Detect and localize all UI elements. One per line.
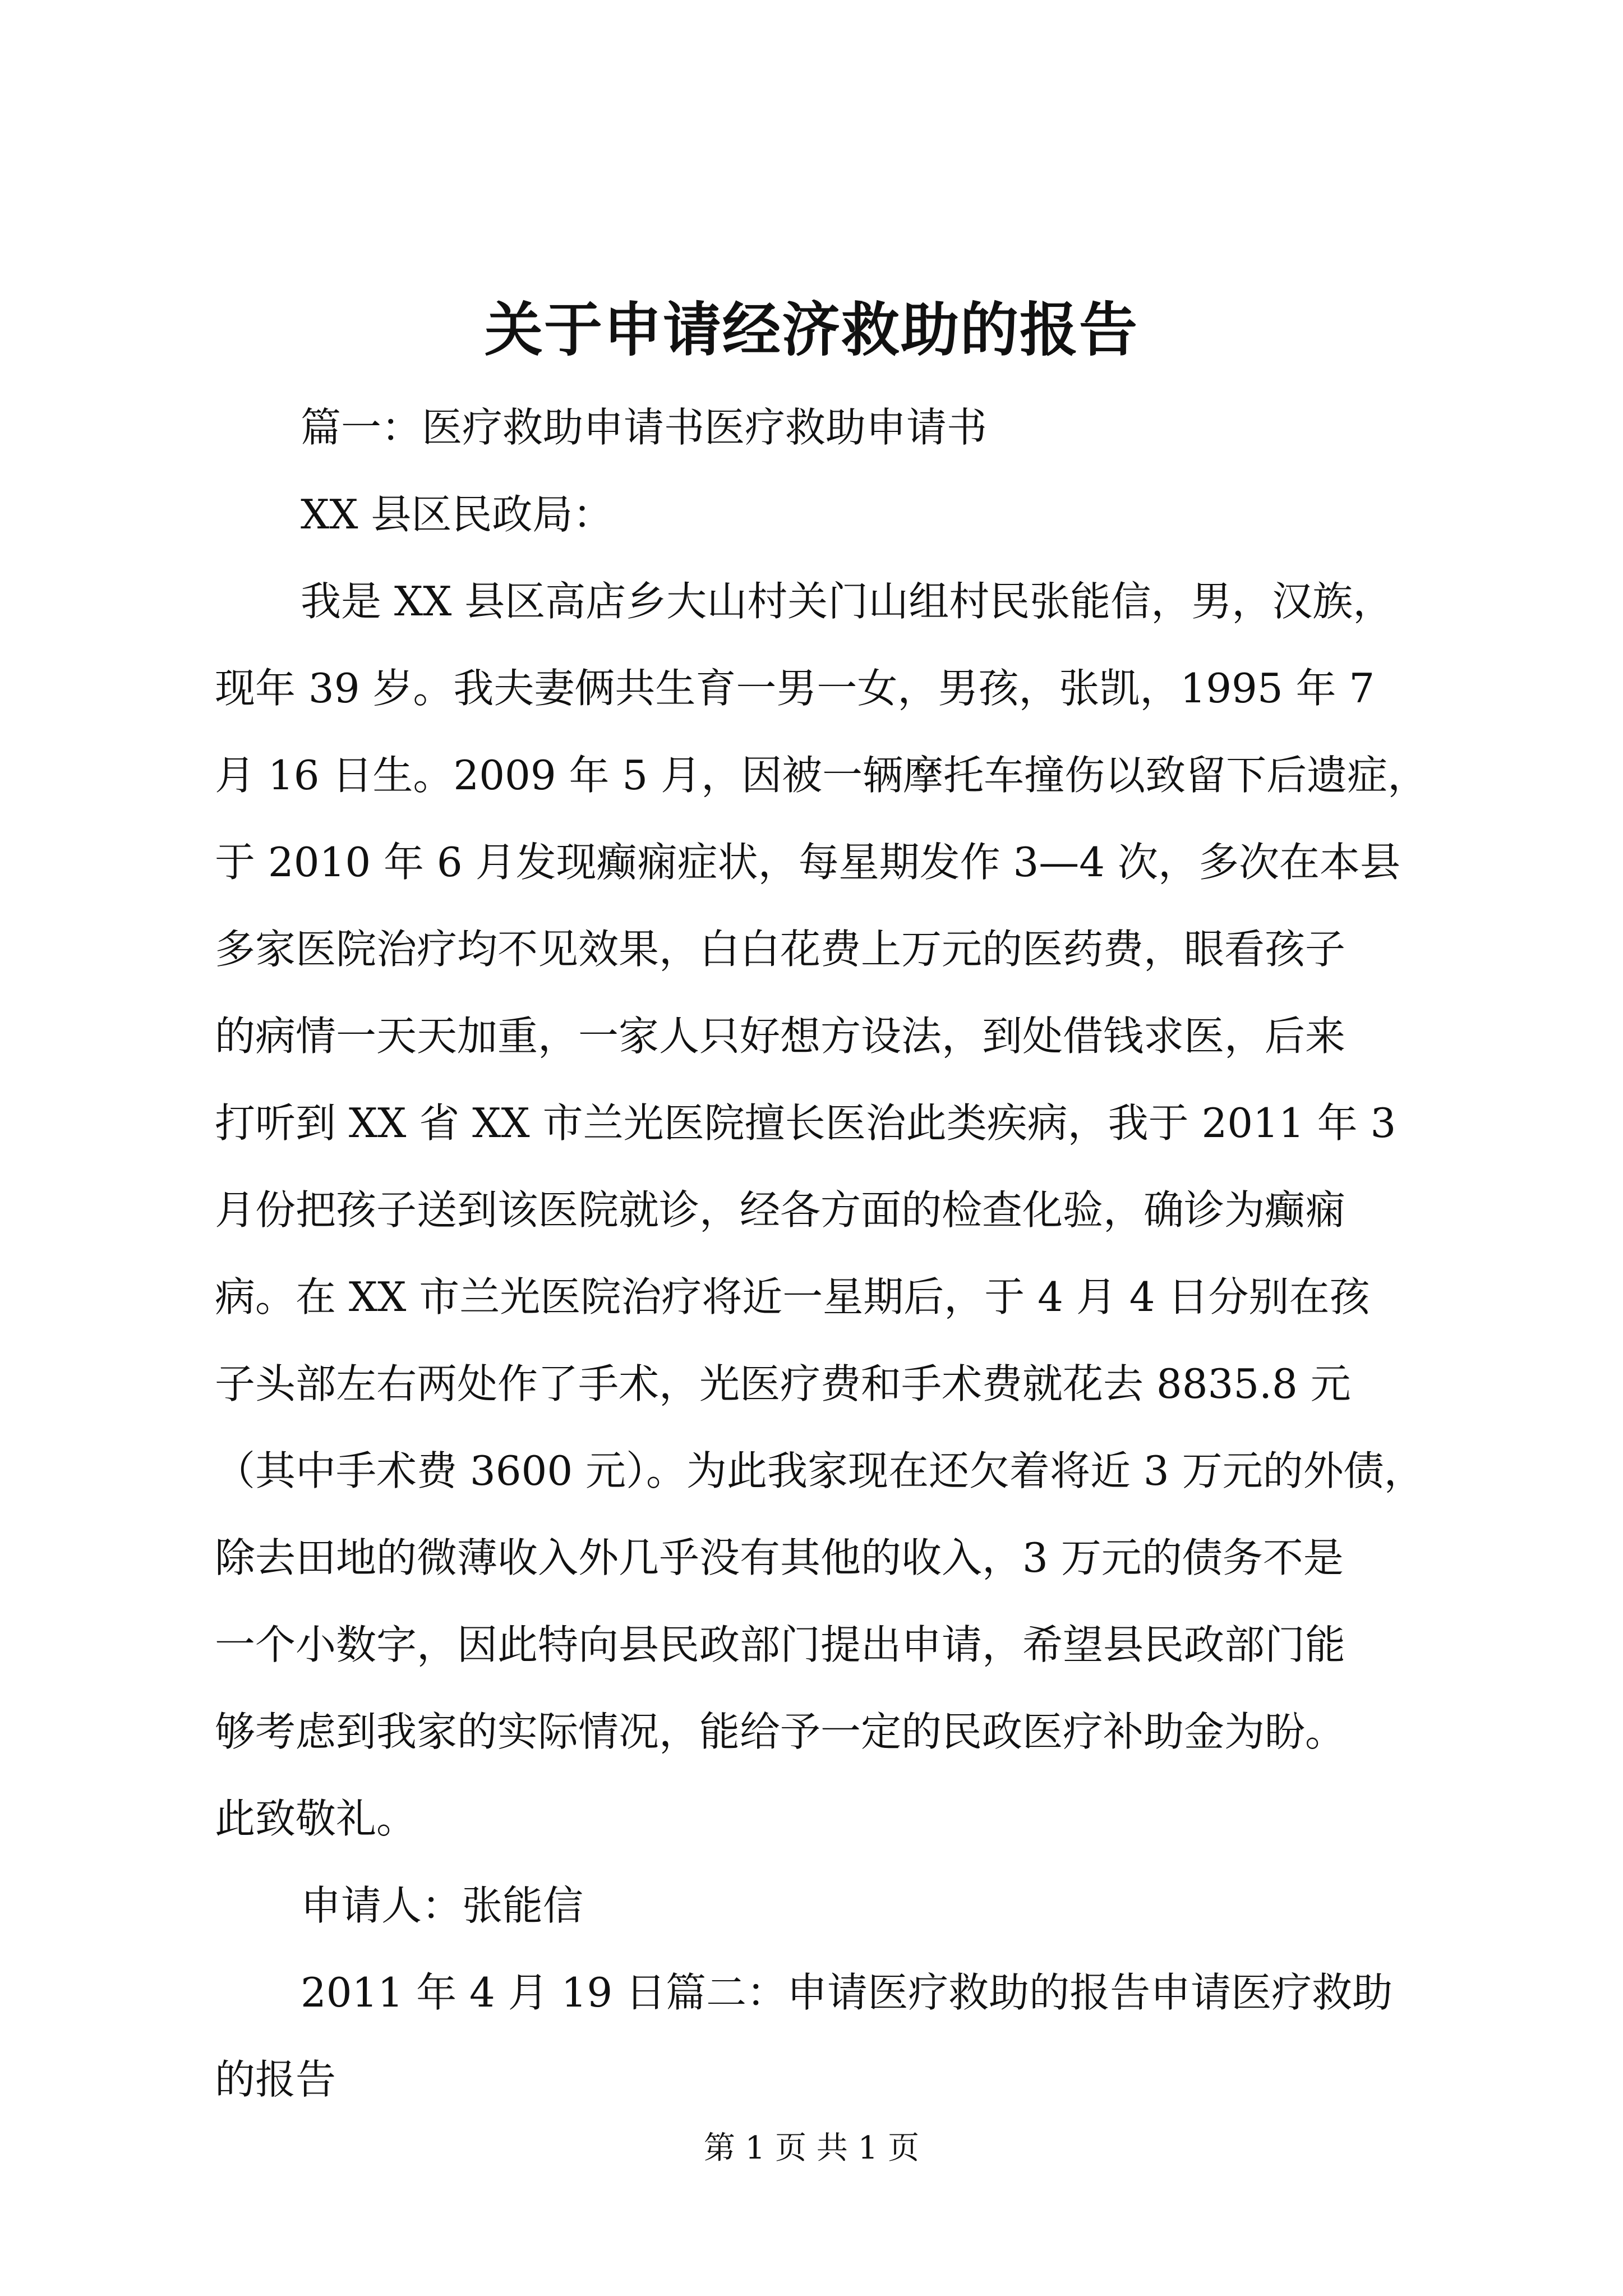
document-body bbox=[215, 384, 1426, 2123]
body-line: 多家医院治疗均不见效果，白白花费上万元的医药费，眼看孩子 bbox=[215, 926, 1346, 973]
closing-line: 此致敬礼。 bbox=[215, 1795, 417, 1842]
date-line: 2011 年 4 月 19 日篇二：申请医疗救助的报告申请医疗救助 bbox=[301, 1969, 1393, 2016]
body-line: 的病情一天天加重，一家人只好想方设法，到处借钱求医，后来 bbox=[215, 1013, 1346, 1060]
document-title: 关于申请经济救助的报告 bbox=[484, 295, 1138, 364]
body-line: 病。在 XX 市兰光医院治疗将近一星期后，于 4 月 4 日分别在孩 bbox=[215, 1273, 1370, 1320]
body-line: 一个小数字，因此特向县民政部门提出申请，希望县民政部门能 bbox=[215, 1621, 1346, 1668]
body-line: 子头部左右两处作了手术，光医疗费和手术费就花去 8835.8 元 bbox=[215, 1360, 1351, 1407]
body-line: 打听到 XX 省 XX 市兰光医院擅长医治此类疾病，我于 2011 年 3 bbox=[215, 1099, 1396, 1147]
body-line: 我是 XX 县区高店乡大山村关门山组村民张能信，男，汉族， bbox=[301, 578, 1394, 625]
section-heading: 篇一：医疗救助申请书医疗救助申请书 bbox=[301, 404, 988, 451]
body-line: 的报告 bbox=[215, 2056, 336, 2103]
body-line: 除去田地的微薄收入外几乎没有其他的收入，3 万元的债务不是 bbox=[215, 1534, 1344, 1581]
applicant-signature: 申请人：张能信 bbox=[301, 1882, 584, 1929]
salutation: XX 县区民政局： bbox=[301, 491, 614, 538]
body-line: （其中手术费 3600 元）。为此我家现在还欠着将近 3 万元的外债， bbox=[215, 1447, 1424, 1494]
body-line: 月份把孩子送到该医院就诊，经各方面的检查化验，确诊为癫痫 bbox=[215, 1186, 1346, 1234]
body-line: 现年 39 岁。我夫妻俩共生育一男一女，男孩，张凯，1995 年 7 bbox=[215, 665, 1375, 712]
page-footer: 第 1 页 共 1 页 bbox=[703, 2130, 920, 2166]
body-line: 月 16 日生。2009 年 5 月，因被一辆摩托车撞伤以致留下后遗症， bbox=[215, 752, 1428, 799]
body-line: 够考虑到我家的实际情况，能给予一定的民政医疗补助金为盼。 bbox=[215, 1708, 1346, 1755]
body-line: 于 2010 年 6 月发现癫痫症状，每星期发作 3—4 次，多次在本县 bbox=[215, 839, 1400, 886]
